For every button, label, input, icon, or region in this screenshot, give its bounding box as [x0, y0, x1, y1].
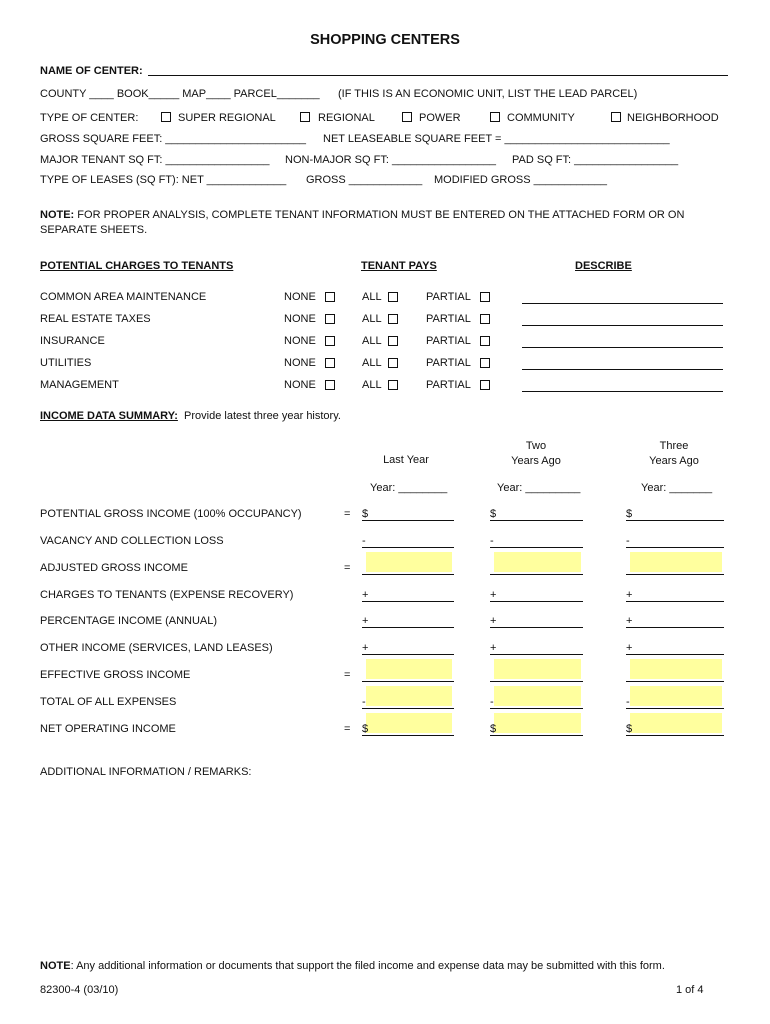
income-row-label-effective-gross-income: EFFECTIVE GROSS INCOME — [40, 669, 191, 681]
none-label: NONE — [284, 357, 316, 369]
all-label: ALL — [362, 335, 382, 347]
income-field-net-operating-income-col3[interactable] — [626, 735, 724, 736]
income-field-net-operating-income-col1[interactable] — [362, 735, 454, 736]
checkbox-neighborhood[interactable] — [611, 112, 621, 122]
none-label: NONE — [284, 335, 316, 347]
tenant-pays-heading: TENANT PAYS — [361, 260, 437, 272]
page-number: 1 of 4 — [676, 984, 704, 996]
income-field-adjusted-gross-income-col3[interactable] — [626, 574, 724, 575]
symbol-vacancy-and-collection-loss: - — [490, 535, 494, 547]
symbol-percentage-income-annual: + — [490, 615, 497, 627]
note2-text: : Any additional information or documents that support the filed income and expense data may be submitted with this form. — [70, 960, 665, 972]
checkbox-all-real-estate-taxes[interactable] — [388, 314, 398, 324]
describe-field-insurance[interactable] — [522, 347, 723, 348]
operator-adjusted-gross-income: = — [344, 562, 351, 574]
symbol-percentage-income-annual: + — [362, 615, 369, 627]
type-super-regional-label: SUPER REGIONAL — [178, 112, 276, 124]
note-proper-analysis — [40, 209, 684, 221]
symbol-other-income-services-land-leases: + — [362, 642, 369, 654]
income-field-effective-gross-income-col3[interactable] — [626, 681, 724, 682]
income-field-other-income-services-land-leases-col3[interactable] — [626, 654, 724, 655]
symbol-total-of-all-expenses: - — [490, 696, 494, 708]
name-of-center-field[interactable] — [148, 75, 728, 76]
checkbox-none-common-area-maintenance[interactable] — [325, 292, 335, 302]
income-field-potential-gross-income-100-occupancy-col2[interactable] — [490, 520, 583, 521]
year-field-two[interactable]: Year: _________ — [497, 482, 581, 494]
charge-row-label-common-area-maintenance: COMMON AREA MAINTENANCE — [40, 291, 207, 303]
income-field-adjusted-gross-income-col2[interactable] — [490, 574, 583, 575]
income-summary-heading-row — [40, 410, 341, 422]
symbol-potential-gross-income-100-occupancy: $ — [362, 508, 369, 520]
describe-field-common-area-maintenance[interactable] — [522, 303, 723, 304]
income-field-percentage-income-annual-col3[interactable] — [626, 627, 724, 628]
describe-field-real-estate-taxes[interactable] — [522, 325, 723, 326]
income-field-potential-gross-income-100-occupancy-col3[interactable] — [626, 520, 724, 521]
col-three-label: Three — [659, 440, 689, 452]
major-tenant-field[interactable]: MAJOR TENANT SQ FT: _________________ — [40, 154, 270, 166]
checkbox-partial-real-estate-taxes[interactable] — [480, 314, 490, 324]
checkbox-all-common-area-maintenance[interactable] — [388, 292, 398, 302]
symbol-net-operating-income: $ — [362, 723, 369, 735]
net-leaseable-field[interactable]: NET LEASEABLE SQUARE FEET = ___________________________ — [323, 133, 670, 145]
income-field-vacancy-and-collection-loss-col2[interactable] — [490, 547, 583, 548]
none-label: NONE — [284, 379, 316, 391]
none-label: NONE — [284, 313, 316, 325]
income-field-net-operating-income-col2[interactable] — [490, 735, 583, 736]
type-regional-label: REGIONAL — [318, 112, 375, 124]
partial-label: PARTIAL — [426, 291, 471, 303]
income-field-potential-gross-income-100-occupancy-col1[interactable] — [362, 520, 454, 521]
income-field-percentage-income-annual-col2[interactable] — [490, 627, 583, 628]
charge-row-label-real-estate-taxes: REAL ESTATE TAXES — [40, 313, 151, 325]
charge-row-label-insurance: INSURANCE — [40, 335, 105, 347]
none-label: NONE — [284, 291, 316, 303]
checkbox-community[interactable] — [490, 112, 500, 122]
charge-row-label-utilities: UTILITIES — [40, 357, 92, 369]
charge-row-label-management: MANAGEMENT — [40, 379, 119, 391]
symbol-net-operating-income: $ — [490, 723, 497, 735]
lease-gross-field[interactable]: GROSS ____________ — [306, 174, 423, 186]
symbol-net-operating-income: $ — [626, 723, 633, 735]
highlight-box — [494, 659, 581, 679]
income-field-adjusted-gross-income-col1[interactable] — [362, 574, 454, 575]
checkbox-all-management[interactable] — [388, 380, 398, 390]
income-field-percentage-income-annual-col1[interactable] — [362, 627, 454, 628]
income-summary-heading: INCOME DATA SUMMARY: — [40, 410, 178, 422]
col-last-year: Last Year — [383, 454, 429, 466]
symbol-vacancy-and-collection-loss: - — [362, 535, 366, 547]
type-neighborhood-label: NEIGHBORHOOD — [627, 112, 719, 124]
partial-label: PARTIAL — [426, 379, 471, 391]
note2-label: NOTE — [40, 960, 71, 972]
income-field-charges-to-tenants-expense-recovery-col2[interactable] — [490, 601, 583, 602]
income-summary-subheading: Provide latest three year history. — [184, 410, 341, 422]
charges-heading: POTENTIAL CHARGES TO TENANTS — [40, 260, 234, 272]
operator-net-operating-income: = — [344, 723, 351, 735]
checkbox-super-regional[interactable] — [161, 112, 171, 122]
note-text: FOR PROPER ANALYSIS, COMPLETE TENANT INFORMATION MUST BE ENTERED ON THE ATTACHED FORM OR ON — [74, 209, 685, 221]
note-label: NOTE: — [40, 209, 75, 221]
checkbox-power[interactable] — [402, 112, 412, 122]
income-field-total-of-all-expenses-col3[interactable] — [626, 708, 724, 709]
all-label: ALL — [362, 379, 382, 391]
symbol-percentage-income-annual: + — [626, 615, 633, 627]
type-power-label: POWER — [419, 112, 461, 124]
income-field-other-income-services-land-leases-col2[interactable] — [490, 654, 583, 655]
highlight-box — [630, 686, 722, 706]
highlight-box — [366, 659, 452, 679]
highlight-box — [630, 713, 722, 733]
page-title: SHOPPING CENTERS — [310, 32, 460, 48]
symbol-total-of-all-expenses: - — [362, 696, 366, 708]
lease-net-field[interactable]: TYPE OF LEASES (SQ FT): NET _____________ — [40, 174, 287, 186]
symbol-total-of-all-expenses: - — [626, 696, 630, 708]
symbol-potential-gross-income-100-occupancy: $ — [490, 508, 497, 520]
checkbox-none-utilities[interactable] — [325, 358, 335, 368]
highlight-box — [630, 659, 722, 679]
highlight-box — [366, 552, 452, 572]
highlight-box — [630, 552, 722, 572]
col-three-years-ago: Years Ago — [649, 455, 699, 467]
year-field-last[interactable]: Year: ________ — [370, 482, 448, 494]
gross-square-feet-field[interactable]: GROSS SQUARE FEET: _______________________ — [40, 133, 307, 145]
income-field-other-income-services-land-leases-col1[interactable] — [362, 654, 454, 655]
symbol-vacancy-and-collection-loss: - — [626, 535, 630, 547]
highlight-box — [494, 552, 581, 572]
income-row-label-other-income-services-land-leases: OTHER INCOME (SERVICES, LAND LEASES) — [40, 642, 273, 654]
income-field-vacancy-and-collection-loss-col1[interactable] — [362, 547, 454, 548]
symbol-charges-to-tenants-expense-recovery: + — [362, 589, 369, 601]
symbol-charges-to-tenants-expense-recovery: + — [626, 589, 633, 601]
name-of-center-label: NAME OF CENTER: — [40, 65, 143, 77]
highlight-box — [366, 713, 452, 733]
remarks-label: ADDITIONAL INFORMATION / REMARKS: — [40, 766, 252, 778]
income-row-label-total-of-all-expenses: TOTAL OF ALL EXPENSES — [40, 696, 177, 708]
remarks-area[interactable] — [40, 782, 730, 952]
income-field-charges-to-tenants-expense-recovery-col3[interactable] — [626, 601, 724, 602]
income-field-total-of-all-expenses-col1[interactable] — [362, 708, 454, 709]
form-id: 82300-4 (03/10) — [40, 984, 119, 996]
county-book-map-parcel[interactable]: COUNTY ____ BOOK_____ MAP____ PARCEL_______ — [40, 88, 320, 100]
income-row-label-potential-gross-income-100-occupancy: POTENTIAL GROSS INCOME (100% OCCUPANCY) — [40, 508, 302, 520]
income-row-label-adjusted-gross-income: ADJUSTED GROSS INCOME — [40, 562, 188, 574]
col-two-years-ago: Years Ago — [511, 455, 561, 467]
checkbox-regional[interactable] — [300, 112, 310, 122]
year-field-three[interactable]: Year: _______ — [641, 482, 713, 494]
note-text-line2: SEPARATE SHEETS. — [40, 224, 148, 236]
checkbox-none-management[interactable] — [325, 380, 335, 390]
non-major-field[interactable]: NON-MAJOR SQ FT: _________________ — [285, 154, 496, 166]
lead-parcel-note: (IF THIS IS AN ECONOMIC UNIT, LIST THE LEAD PARCEL) — [338, 88, 638, 100]
pad-sq-field[interactable]: PAD SQ FT: _________________ — [512, 154, 679, 166]
partial-label: PARTIAL — [426, 357, 471, 369]
operator-potential-gross-income-100-occupancy: = — [344, 508, 351, 520]
type-of-center-label: TYPE OF CENTER: — [40, 112, 139, 124]
income-row-label-vacancy-and-collection-loss: VACANCY AND COLLECTION LOSS — [40, 535, 224, 547]
describe-field-utilities[interactable] — [522, 369, 723, 370]
type-community-label: COMMUNITY — [507, 112, 575, 124]
checkbox-none-insurance[interactable] — [325, 336, 335, 346]
checkbox-partial-common-area-maintenance[interactable] — [480, 292, 490, 302]
checkbox-partial-insurance[interactable] — [480, 336, 490, 346]
income-field-effective-gross-income-col1[interactable] — [362, 681, 454, 682]
lease-modified-gross-field[interactable]: MODIFIED GROSS ____________ — [434, 174, 608, 186]
highlight-box — [366, 686, 452, 706]
highlight-box — [494, 713, 581, 733]
checkbox-partial-management[interactable] — [480, 380, 490, 390]
checkbox-all-utilities[interactable] — [388, 358, 398, 368]
checkbox-partial-utilities[interactable] — [480, 358, 490, 368]
income-field-charges-to-tenants-expense-recovery-col1[interactable] — [362, 601, 454, 602]
note-additional-info — [40, 960, 665, 972]
income-field-total-of-all-expenses-col2[interactable] — [490, 708, 583, 709]
all-label: ALL — [362, 357, 382, 369]
income-field-effective-gross-income-col2[interactable] — [490, 681, 583, 682]
income-row-label-net-operating-income: NET OPERATING INCOME — [40, 723, 176, 735]
symbol-potential-gross-income-100-occupancy: $ — [626, 508, 633, 520]
describe-field-management[interactable] — [522, 391, 723, 392]
income-row-label-percentage-income-annual: PERCENTAGE INCOME (ANNUAL) — [40, 615, 218, 627]
partial-label: PARTIAL — [426, 335, 471, 347]
partial-label: PARTIAL — [426, 313, 471, 325]
checkbox-all-insurance[interactable] — [388, 336, 398, 346]
symbol-other-income-services-land-leases: + — [626, 642, 633, 654]
highlight-box — [494, 686, 581, 706]
symbol-charges-to-tenants-expense-recovery: + — [490, 589, 497, 601]
all-label: ALL — [362, 313, 382, 325]
income-row-label-charges-to-tenants-expense-recovery: CHARGES TO TENANTS (EXPENSE RECOVERY) — [40, 589, 294, 601]
col-two-label: Two — [525, 440, 547, 452]
describe-heading: DESCRIBE — [575, 260, 632, 272]
income-field-vacancy-and-collection-loss-col3[interactable] — [626, 547, 724, 548]
operator-effective-gross-income: = — [344, 669, 351, 681]
checkbox-none-real-estate-taxes[interactable] — [325, 314, 335, 324]
symbol-other-income-services-land-leases: + — [490, 642, 497, 654]
all-label: ALL — [362, 291, 382, 303]
